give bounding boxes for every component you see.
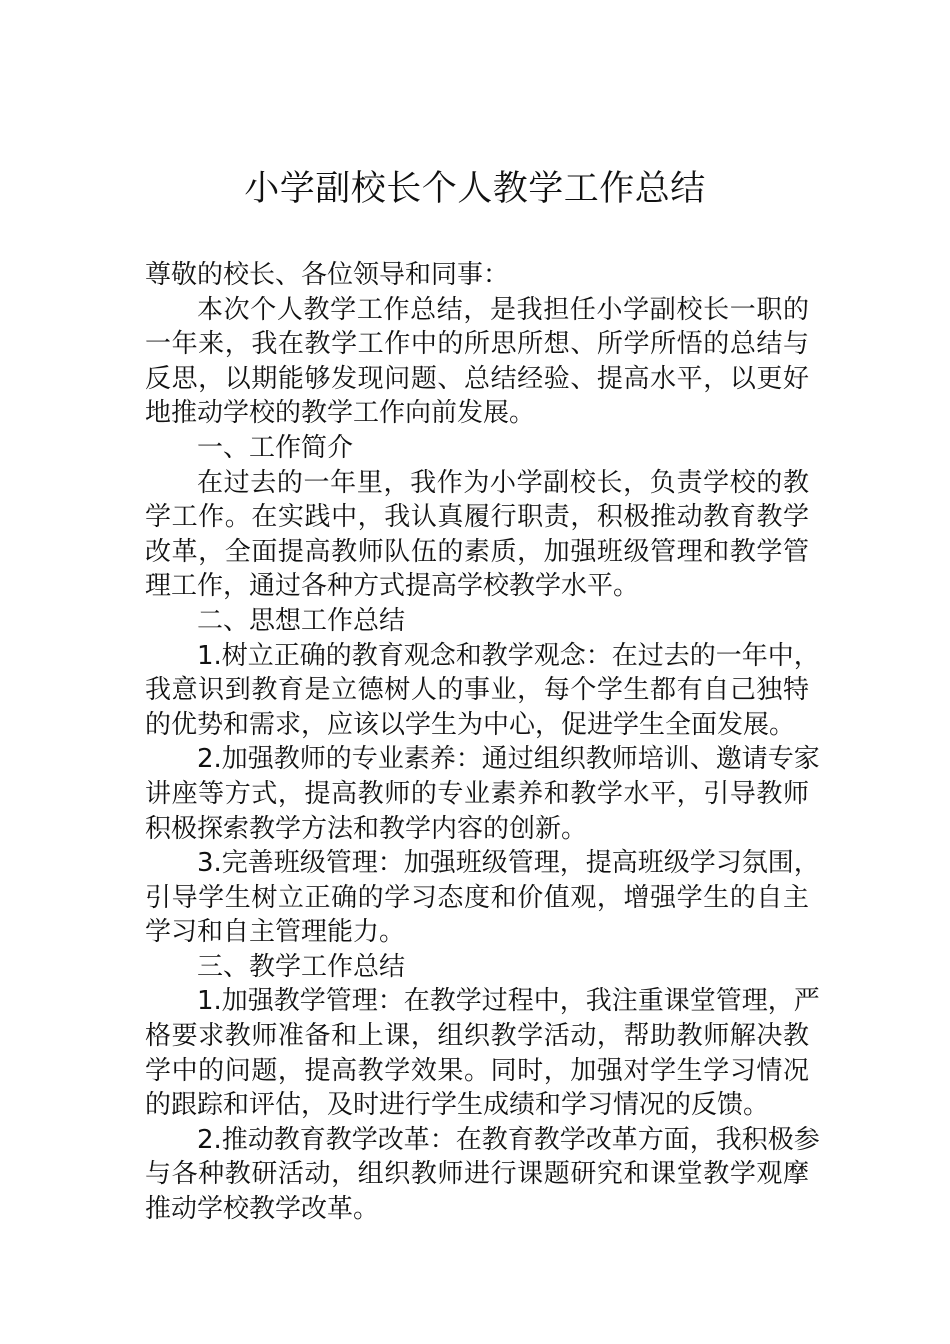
text-line: 学工作。在实践中，我认真履行职责，积极推动教育教学 xyxy=(145,502,809,533)
text-line: 引导学生树立正确的学习态度和价值观，增强学生的自主 xyxy=(145,882,809,913)
text-line: 3.完善班级管理：加强班级管理，提高班级学习氛围， xyxy=(197,848,820,879)
text-line: 理工作，通过各种方式提高学校教学水平。 xyxy=(145,571,640,602)
text-line: 1.树立正确的教育观念和教学观念：在过去的一年中， xyxy=(197,640,820,671)
text-line: 二、思想工作总结 xyxy=(197,605,406,636)
text-line: 反思，以期能够发现问题、总结经验、提高水平，以更好 xyxy=(145,363,809,394)
text-line: 1.加强教学管理：在教学过程中，我注重课堂管理，严 xyxy=(197,986,820,1017)
text-line: 改革，全面提高教师队伍的素质，加强班级管理和教学管 xyxy=(145,536,809,567)
text-line: 讲座等方式，提高教师的专业素养和教学水平，引导教师 xyxy=(145,778,809,809)
text-line: 我意识到教育是立德树人的事业，每个学生都有自己独特 xyxy=(145,675,809,706)
text-line: 2.加强教师的专业素养：通过组织教师培训、邀请专家 xyxy=(197,744,820,775)
text-line: 一年来，我在教学工作中的所思所想、所学所悟的总结与 xyxy=(145,329,809,360)
text-line: 的优势和需求，应该以学生为中心，促进学生全面发展。 xyxy=(145,709,796,740)
text-line: 与各种教研活动，组织教师进行课题研究和课堂教学观摩 xyxy=(145,1159,809,1190)
text-line: 积极探索教学方法和教学内容的创新。 xyxy=(145,813,588,844)
text-line: 学中的问题，提高教学效果。同时，加强对学生学习情况 xyxy=(145,1055,809,1086)
text-line: 本次个人教学工作总结，是我担任小学副校长一职的 xyxy=(197,294,809,325)
text-line: 在过去的一年里，我作为小学副校长，负责学校的教 xyxy=(197,467,809,498)
document-body xyxy=(145,258,820,1227)
text-line: 推动学校教学改革。 xyxy=(145,1194,380,1225)
text-line: 2.推动教育教学改革：在教育教学改革方面，我积极参 xyxy=(197,1124,820,1155)
text-line: 三、教学工作总结 xyxy=(197,951,406,982)
text-line: 尊敬的校长、各位领导和同事： xyxy=(145,260,510,290)
text-line: 地推动学校的教学工作向前发展。 xyxy=(145,398,536,429)
text-line: 一、工作简介 xyxy=(197,432,354,463)
text-line: 格要求教师准备和上课，组织教学活动，帮助教师解决教 xyxy=(145,1021,809,1052)
document-title: 小学副校长个人教学工作总结 xyxy=(244,169,706,209)
text-line: 学习和自主管理能力。 xyxy=(145,917,406,948)
text-line: 的跟踪和评估，及时进行学生成绩和学习情况的反馈。 xyxy=(145,1090,770,1121)
